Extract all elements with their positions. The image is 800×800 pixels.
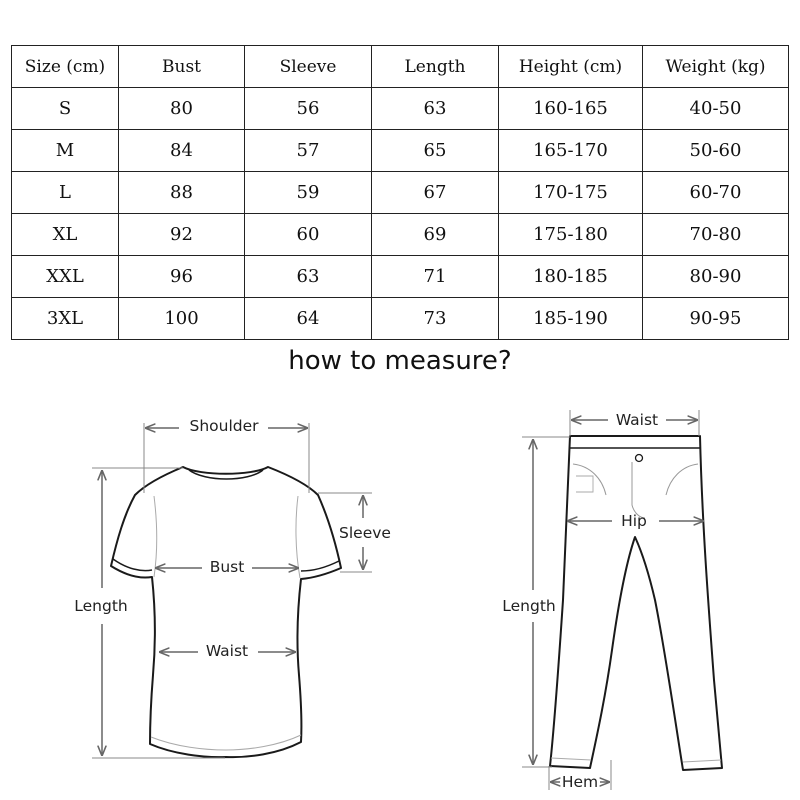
shirt-waist-label: Waist bbox=[205, 642, 249, 660]
shirt-length-label: Length bbox=[74, 597, 128, 615]
column-header: Length bbox=[372, 46, 499, 88]
column-header: Sleeve bbox=[245, 46, 372, 88]
pants-outline bbox=[550, 436, 722, 770]
table-cell: XL bbox=[12, 214, 119, 256]
table-cell: 50-60 bbox=[643, 130, 789, 172]
table-cell: 71 bbox=[372, 256, 499, 298]
table-cell: 84 bbox=[119, 130, 245, 172]
pants-hem-label: Hem bbox=[561, 773, 599, 791]
pants-length-label: Length bbox=[502, 597, 556, 615]
table-cell: 175-180 bbox=[499, 214, 643, 256]
table-cell: 70-80 bbox=[643, 214, 789, 256]
tshirt-diagram bbox=[74, 417, 391, 758]
table-cell: 92 bbox=[119, 214, 245, 256]
table-cell: 90-95 bbox=[643, 298, 789, 340]
column-header: Height (cm) bbox=[499, 46, 643, 88]
table-cell: 80-90 bbox=[643, 256, 789, 298]
shoulder-label: Shoulder bbox=[189, 417, 259, 435]
table-cell: 60-70 bbox=[643, 172, 789, 214]
table-cell: XXL bbox=[12, 256, 119, 298]
table-cell: 56 bbox=[245, 88, 372, 130]
table-cell: 69 bbox=[372, 214, 499, 256]
table-cell: 67 bbox=[372, 172, 499, 214]
column-header: Bust bbox=[119, 46, 245, 88]
table-cell: L bbox=[12, 172, 119, 214]
table-cell: 63 bbox=[245, 256, 372, 298]
table-cell: 60 bbox=[245, 214, 372, 256]
table-cell: 180-185 bbox=[499, 256, 643, 298]
table-cell: 3XL bbox=[12, 298, 119, 340]
table-cell: 63 bbox=[372, 88, 499, 130]
table-cell: 100 bbox=[119, 298, 245, 340]
pants-hip-label: Hip bbox=[621, 512, 647, 530]
pants-diagram bbox=[502, 410, 722, 791]
pants-waist-label: Waist bbox=[615, 411, 659, 429]
table-cell: 80 bbox=[119, 88, 245, 130]
table-cell: 57 bbox=[245, 130, 372, 172]
table-cell: 185-190 bbox=[499, 298, 643, 340]
table-cell: 88 bbox=[119, 172, 245, 214]
bust-label: Bust bbox=[209, 558, 245, 576]
column-header: Size (cm) bbox=[12, 46, 119, 88]
pants-button-icon bbox=[636, 455, 643, 462]
sleeve-label: Sleeve bbox=[339, 524, 391, 542]
table-cell: 40-50 bbox=[643, 88, 789, 130]
table-cell: 64 bbox=[245, 298, 372, 340]
tshirt-outline bbox=[111, 467, 341, 757]
table-cell: S bbox=[12, 88, 119, 130]
table-cell: 65 bbox=[372, 130, 499, 172]
page-title: how to measure? bbox=[288, 346, 512, 376]
table-cell: 165-170 bbox=[499, 130, 643, 172]
column-header: Weight (kg) bbox=[643, 46, 789, 88]
table-cell: 96 bbox=[119, 256, 245, 298]
table-cell: 170-175 bbox=[499, 172, 643, 214]
table-cell: 59 bbox=[245, 172, 372, 214]
table-cell: M bbox=[12, 130, 119, 172]
table-cell: 73 bbox=[372, 298, 499, 340]
table-cell: 160-165 bbox=[499, 88, 643, 130]
